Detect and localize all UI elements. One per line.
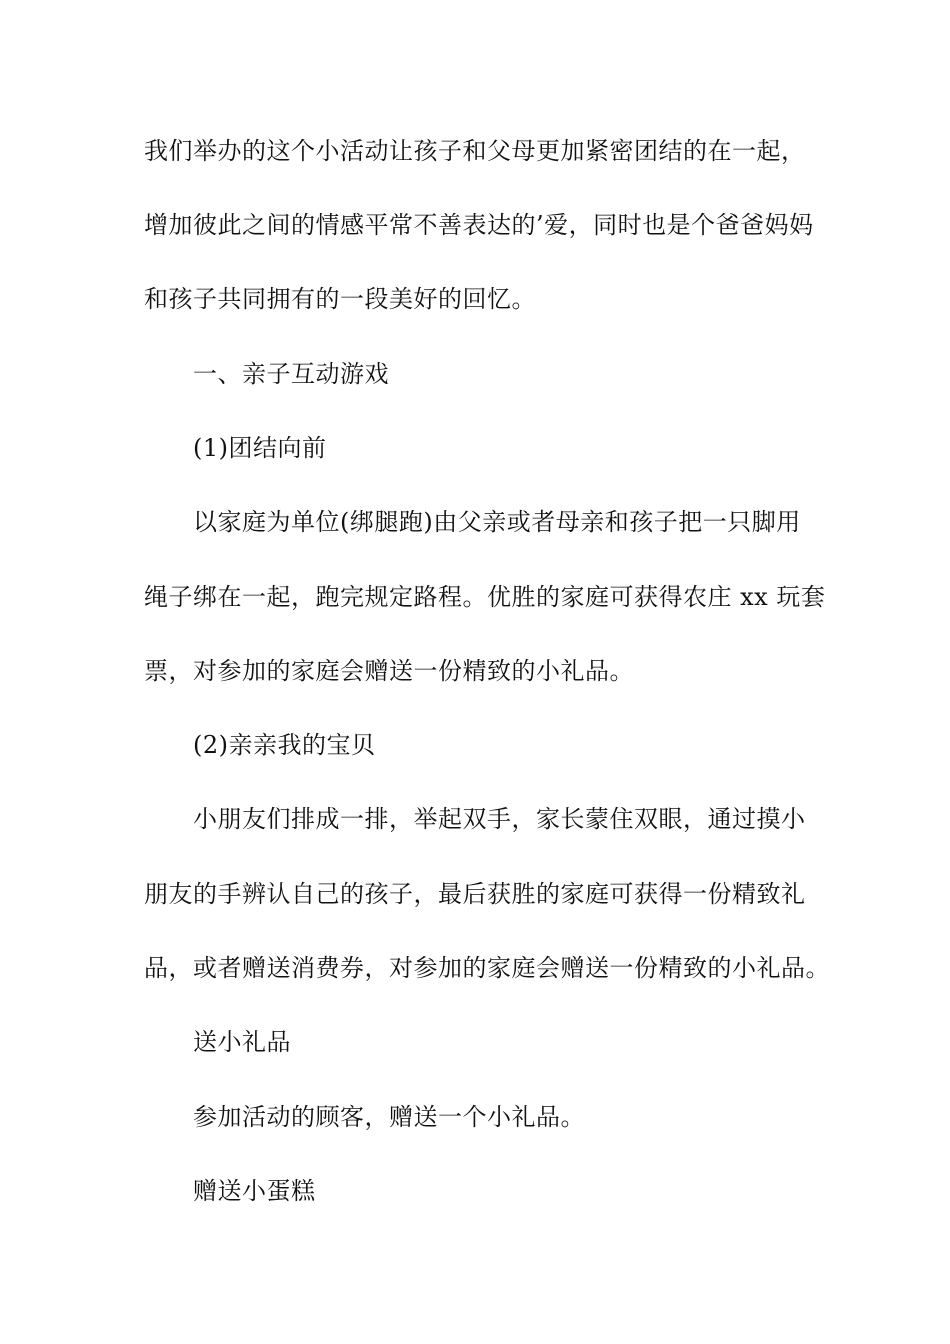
paragraph-line: 参加活动的顾客，赠送一个小礼品。 — [193, 1103, 585, 1131]
section-heading: 赠送小蛋糕 — [193, 1177, 316, 1205]
paragraph-line: 以家庭为单位(绑腿跑)由父亲或者母亲和孩子把一只脚用 — [193, 508, 801, 536]
section-heading: 送小礼品 — [193, 1028, 291, 1056]
paragraph-line: 绳子绑在一起，跑完规定路程。优胜的家庭可获得农庄 xx 玩套 — [144, 583, 826, 611]
paragraph-line: 增加彼此之间的情感平常不善表达的’爱，同时也是个爸爸妈妈 — [144, 211, 814, 239]
section-heading: 一、亲子互动游戏 — [193, 360, 389, 388]
paragraph-line: 小朋友们排成一排，举起双手，家长蒙住双眼，通过摸小 — [193, 805, 806, 833]
paragraph-line: 票，对参加的家庭会赠送一份精致的小礼品。 — [144, 657, 634, 685]
subsection-heading: (2)亲亲我的宝贝 — [193, 731, 376, 759]
paragraph-line: 和孩子共同拥有的一段美好的回忆。 — [144, 285, 536, 313]
paragraph-line: 品，或者赠送消费券，对参加的家庭会赠送一份精致的小礼品。 — [144, 954, 830, 982]
paragraph-line: 朋友的手辨认自己的孩子，最后获胜的家庭可获得一份精致礼 — [144, 880, 806, 908]
paragraph-line: 我们举办的这个小活动让孩子和父母更加紧密团结的在一起， — [144, 137, 806, 165]
subsection-heading: (1)团结向前 — [193, 434, 327, 462]
